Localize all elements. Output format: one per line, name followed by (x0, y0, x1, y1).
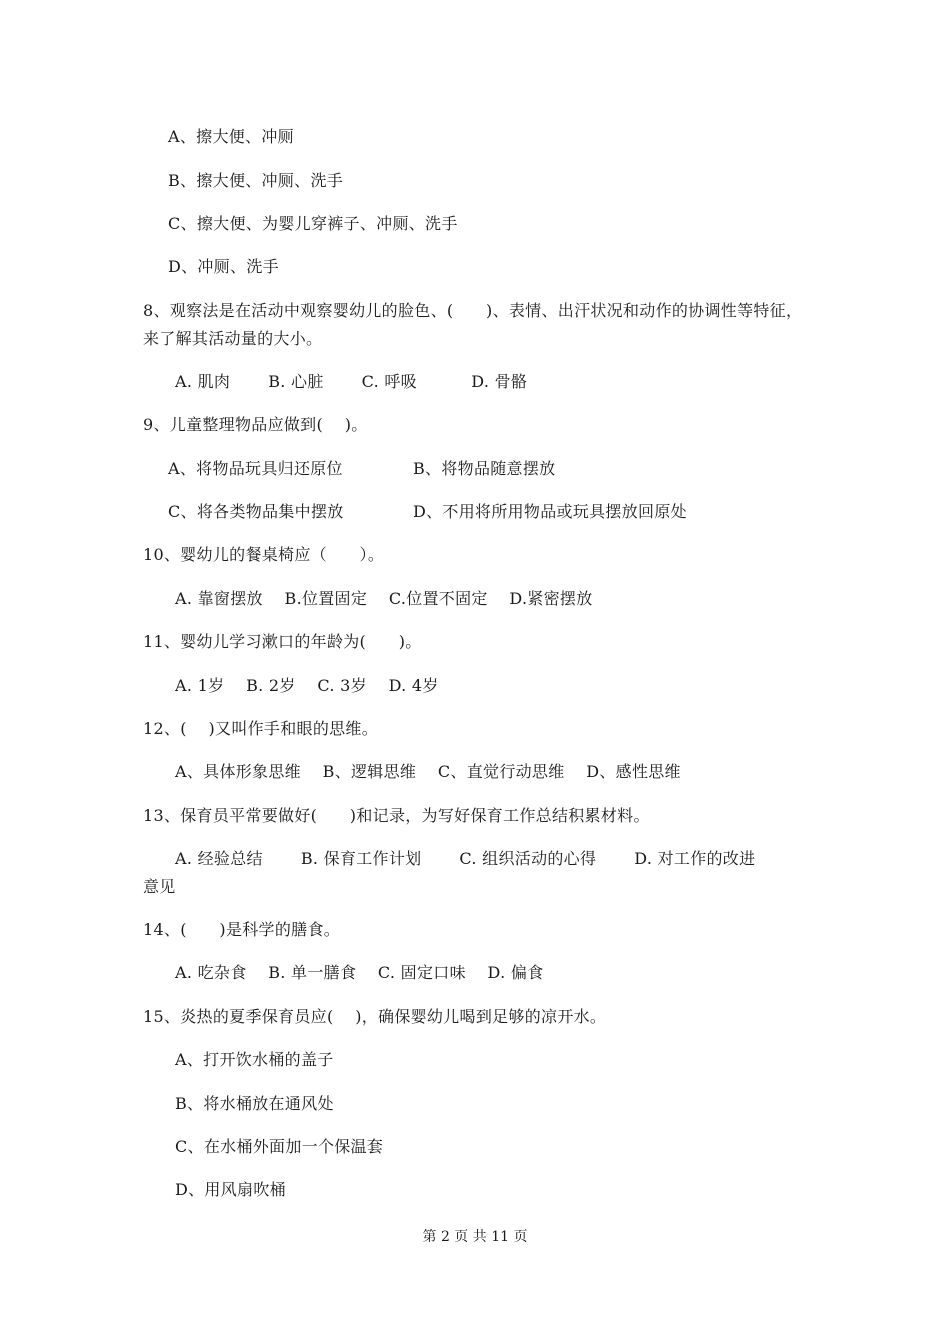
q8-stem-line2: 来了解其活动量的大小。 (143, 329, 323, 348)
q13-stem: 13、保育员平常要做好( )和记录，为写好保育工作总结积累材料。 (143, 806, 650, 825)
q12-stem: 12、( )又叫作手和眼的思维。 (143, 719, 379, 738)
q15-stem: 15、炎热的夏季保育员应( )，确保婴幼儿喝到足够的凉开水。 (143, 1007, 607, 1026)
q8-stem-line1: 8、观察法是在活动中观察婴幼儿的脸色、( )、表情、出汗状况和动作的协调性等特征， (143, 301, 803, 320)
q14-options: A. 吃杂食 B. 单一膳食 C. 固定口味 D. 偏食 (175, 963, 544, 982)
q9-option-d: D、不用将所用物品或玩具摆放回原处 (413, 502, 687, 521)
q15-option-b: B、将水桶放在通风处 (175, 1094, 334, 1113)
q10-stem: 10、婴幼儿的餐桌椅应（ ）。 (143, 545, 385, 564)
q8-options: A. 肌肉 B. 心脏 C. 呼吸 D. 骨骼 (175, 372, 528, 391)
q7-option-b: B、擦大便、冲厕、洗手 (168, 171, 344, 190)
q12-options: A、具体形象思维 B、逻辑思维 C、直觉行动思维 D、感性思维 (175, 762, 681, 781)
q14-stem: 14、( )是科学的膳食。 (143, 920, 341, 939)
q9-option-c: C、将各类物品集中摆放 (168, 502, 344, 521)
q7-option-c: C、擦大便、为婴儿穿裤子、冲厕、洗手 (168, 214, 458, 233)
q9-option-b: B、将物品随意摆放 (413, 459, 556, 478)
page-footer-label: 第 2 页 共 11 页 (422, 1229, 528, 1245)
q11-stem: 11、婴幼儿学习漱口的年龄为( )。 (143, 632, 422, 651)
q9-option-a: A、将物品玩具归还原位 (168, 459, 343, 478)
q7-option-a: A、擦大便、冲厕 (168, 127, 294, 146)
q9-stem: 9、儿童整理物品应做到( )。 (143, 415, 368, 434)
q13-options-line1: A. 经验总结 B. 保育工作计划 C. 组织活动的心得 D. 对工作的改进 (175, 849, 756, 868)
q15-option-d: D、用风扇吹桶 (175, 1180, 286, 1199)
q15-option-a: A、打开饮水桶的盖子 (175, 1050, 334, 1069)
q13-options-line2: 意见 (143, 877, 176, 896)
q10-options: A. 靠窗摆放 B.位置固定 C.位置不固定 D.紧密摆放 (175, 589, 593, 608)
q11-options: A. 1岁 B. 2岁 C. 3岁 D. 4岁 (175, 676, 439, 695)
q7-option-d: D、冲厕、洗手 (168, 257, 279, 276)
q15-option-c: C、在水桶外面加一个保温套 (175, 1137, 384, 1156)
